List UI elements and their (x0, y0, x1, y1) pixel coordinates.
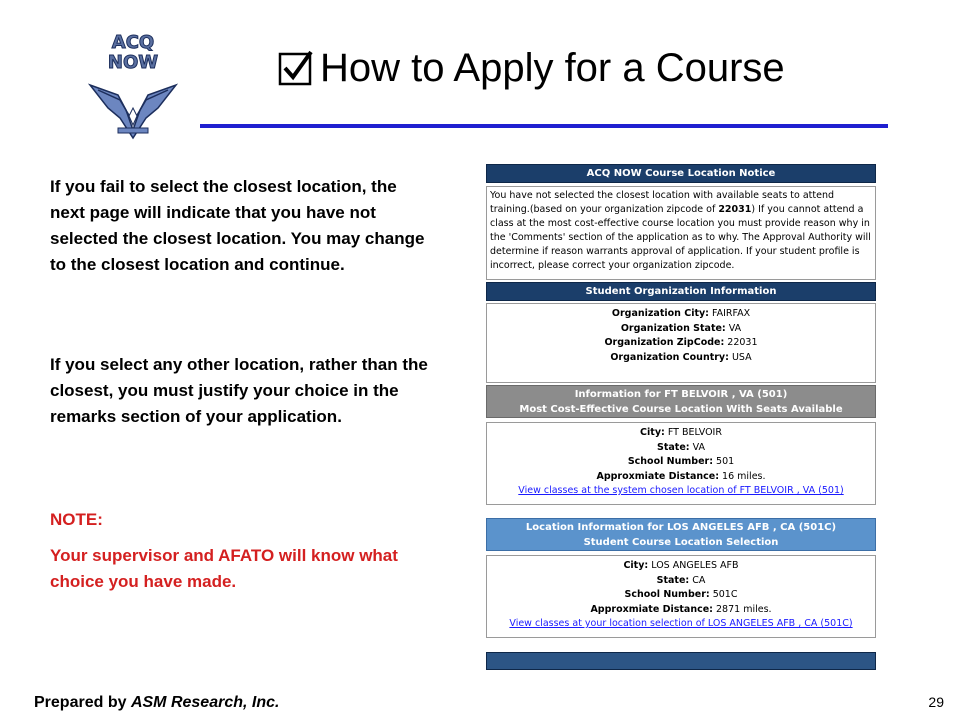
notice-text: You have not selected the closest location with available seats to attend training.(based on your organization zipcode of 22031) If you cannot attend a class at the most cost-effective course location you must provide reason why in the 'Comments' section of the application as to why. The Approval Authority will determine if reason warrants approval of application. If your student profile is incorrect, please correct your organization zipcode. (490, 190, 871, 271)
paragraph-closest-location: If you fail to select the closest location, the next page will indicate that you have not selected the closest location. You may change to the closest location and continue. (50, 177, 425, 274)
logo-text-acq: ACQ (111, 32, 155, 53)
belvoir-school-row: School Number: 501 (627, 456, 735, 467)
notice-header: ACQ NOW Course Location Notice (486, 164, 876, 183)
org-info-box (486, 303, 876, 383)
la-state-row: State: CA (656, 574, 706, 586)
la-view-classes-link[interactable]: View classes at your location selection of LOS ANGELES AFB , CA (501C) (509, 618, 853, 629)
note-body: Your supervisor and AFATO will know what choice you have made. (50, 546, 398, 591)
page-title: How to Apply for a Course (320, 45, 785, 90)
notice-box (486, 186, 876, 280)
page-number: 29 (928, 694, 944, 710)
belvoir-city-row: City: FT BELVOIR (640, 427, 722, 438)
notice-zipcode: 22031 (718, 204, 752, 215)
la-city-row: City: LOS ANGELES AFB (623, 560, 739, 571)
footer-org: ASM Research, Inc. (130, 694, 280, 711)
la-distance-row: Approxmiate Distance: 2871 miles. (590, 603, 772, 615)
org-country-row: Organization Country: USA (610, 351, 752, 363)
acq-now-logo (88, 30, 178, 145)
belvoir-view-classes-link[interactable]: View classes at the system chosen location of FT BELVOIR , VA (501) (518, 485, 844, 496)
air-force-wings-icon (90, 85, 176, 138)
org-city-row: Organization City: FAIRFAX (611, 308, 751, 319)
belvoir-header: Information for FT BELVOIR , VA (501) Most Cost-Effective Course Location With Seats Available (486, 385, 876, 418)
footer-credit: Prepared by ASM Research, Inc. (34, 694, 280, 711)
org-zip-row: Organization ZipCode: 22031 (604, 337, 758, 348)
la-info-box (486, 555, 876, 638)
belvoir-state-row: State: VA (657, 441, 705, 453)
paragraph-other-location: If you select any other location, rather than the closest, you must justify your choice in the remarks section of your application. (50, 355, 428, 426)
title-row (278, 38, 785, 98)
title-divider (200, 124, 888, 128)
acq-now-screenshot-panel (486, 164, 876, 670)
belvoir-info-box (486, 422, 876, 505)
org-info-header: Student Organization Information (486, 282, 876, 301)
org-state-row: Organization State: VA (620, 322, 742, 334)
note-heading: NOTE: (50, 510, 103, 529)
belvoir-distance-row: Approxmiate Distance: 16 miles. (596, 470, 766, 482)
checkbox-checked-icon (278, 50, 314, 86)
la-school-row: School Number: 501C (624, 589, 738, 600)
logo-text-now: NOW (107, 52, 159, 73)
panel-footer-bar (486, 652, 876, 670)
la-header: Location Information for LOS ANGELES AFB , CA (501C) Student Course Location Selection (486, 518, 876, 551)
